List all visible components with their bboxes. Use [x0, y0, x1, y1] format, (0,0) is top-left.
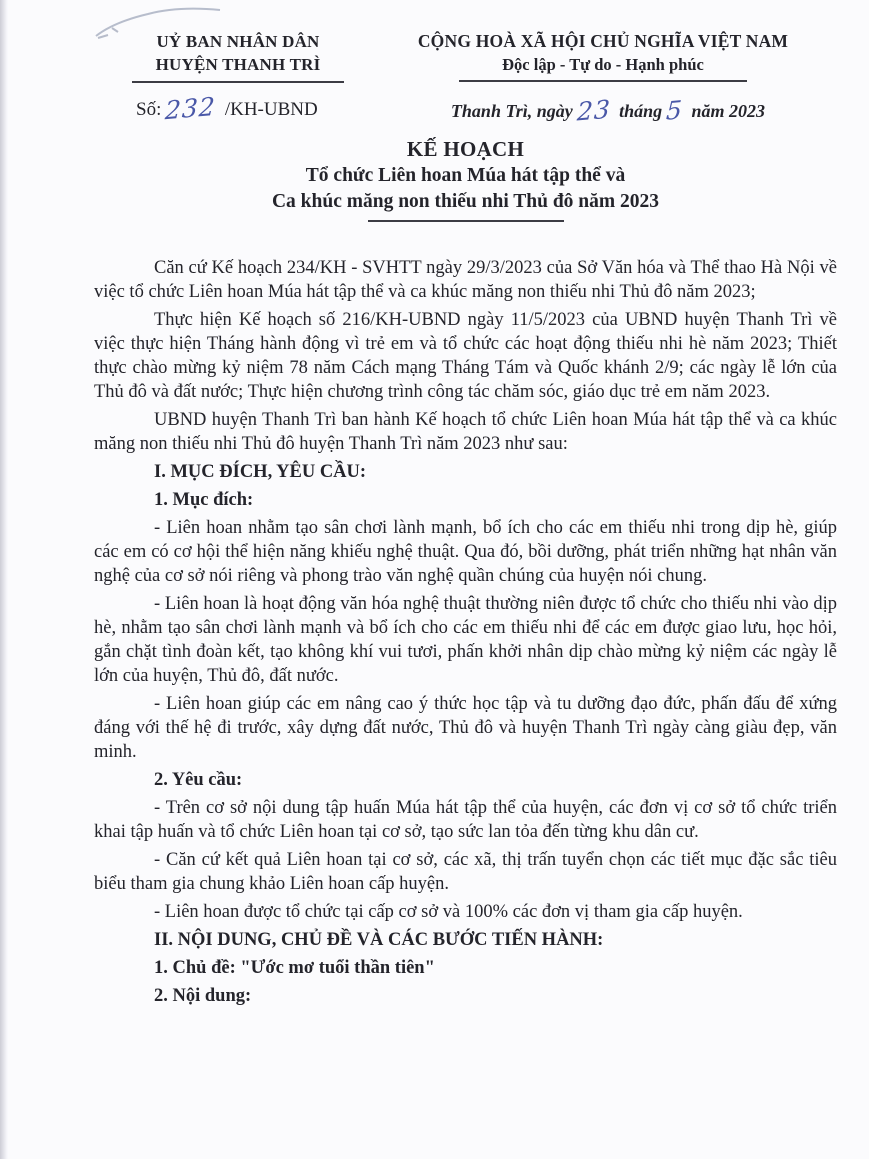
section-heading: 2. Nội dung: — [154, 986, 252, 1006]
date-text-part2: tháng — [619, 101, 663, 121]
document-number-line — [136, 91, 318, 126]
national-motto: Độc lập - Tự do - Hạnh phúc — [502, 55, 704, 74]
paragraph: Căn cứ Kế hoạch 234/KH - SVHTT ngày 29/3/2023 của Sở Văn hóa và Thể thao Hà Nội về việc tổ chức Liên hoan Múa hát tập thể và ca khúc măng non thiếu nhi Thủ đô năm 2023; — [94, 258, 837, 302]
org-name-line2: HUYỆN THANH TRÌ — [155, 55, 321, 74]
paragraph: - Căn cứ kết quả Liên hoan tại cơ sở, các xã, thị trấn tuyển chọn các tiết mục đặc sắc tiêu biểu tham gia chung khảo Liên hoan cấp huyện. — [94, 850, 837, 894]
national-motto-block — [398, 30, 808, 82]
document-title-block — [94, 136, 837, 222]
org-underline — [132, 81, 344, 83]
section-heading: 1. Chủ đề: "Ước mơ tuổi thần tiên" — [154, 958, 435, 978]
document-number-suffix: /KH-UBND — [224, 99, 318, 120]
paragraph: - Liên hoan nhằm tạo sân chơi lành mạnh, bổ ích cho các em thiếu nhi trong dịp hè, giúp các em có cơ hội thể hiện năng khiếu nghệ thuật. Qua đó, bồi dưỡng, phát triển những hạt nhân văn nghệ của cơ sở nói riêng và phong trào văn nghệ quần chúng của huyện nói chung. — [94, 518, 837, 586]
document-body — [94, 256, 837, 1012]
date-day-handwritten: 23 — [576, 94, 612, 127]
scan-edge-shadow — [0, 0, 8, 1159]
paragraph: - Liên hoan được tổ chức tại cấp cơ sở và 100% các đơn vị tham gia cấp huyện. — [154, 902, 743, 922]
document-subtitle-line2: Ca khúc măng non thiếu nhi Thủ đô năm 2023 — [271, 191, 660, 212]
document-number-prefix: Số: — [136, 99, 162, 120]
org-name-line1: UỶ BAN NHÂN DÂN — [156, 32, 320, 51]
paragraph: - Liên hoan giúp các em nâng cao ý thức học tập và tu dưỡng đạo đức, phấn đấu để xứng đáng với thế hệ đi trước, xây dựng đất nước, Thủ đô và huyện Thanh Trì ngày càng giàu đẹp, văn minh. — [94, 694, 837, 762]
document-number-handwritten: 232 — [164, 91, 217, 126]
paragraph: Thực hiện Kế hoạch số 216/KH-UBND ngày 11/5/2023 của UBND huyện Thanh Trì về việc thực hiện Tháng hành động vì trẻ em và tổ chức các hoạt động thiếu nhi hè năm 2023; Thiết thực chào mừng kỷ niệm 78 năm Cách mạng Tháng Tám và Quốc khánh 2/9; các ngày lễ lớn của Thủ đô và đất nước; Thực hiện chương trình công tác chăm sóc, giáo dục trẻ em năm 2023. — [94, 310, 837, 402]
section-heading: 2. Yêu cầu: — [154, 770, 243, 790]
issuing-org-block — [108, 30, 368, 83]
date-text-part3: năm 2023 — [691, 101, 766, 121]
section-heading: 1. Mục đích: — [154, 490, 254, 510]
section-heading: I. MỤC ĐÍCH, YÊU CẦU: — [154, 462, 367, 482]
national-title: CỘNG HOÀ XÃ HỘI CHỦ NGHĨA VIỆT NAM — [417, 31, 789, 51]
paragraph: UBND huyện Thanh Trì ban hành Kế hoạch tổ chức Liên hoan Múa hát tập thể và ca khúc măng non thiếu nhi Thủ đô huyện Thanh Trì năm 2023 như sau: — [94, 410, 837, 454]
document-title: KẾ HOẠCH — [406, 137, 525, 161]
section-heading: II. NỘI DUNG, CHỦ ĐỀ VÀ CÁC BƯỚC TIẾN HÀNH: — [154, 930, 604, 950]
document-subtitle-line1: Tổ chức Liên hoan Múa hát tập thể và — [305, 165, 626, 186]
place-date-line — [408, 94, 808, 127]
date-month-handwritten: 5 — [665, 95, 684, 126]
paragraph: - Liên hoan là hoạt động văn hóa nghệ thuật thường niên được tổ chức cho thiếu nhi vào dịp hè, nhằm tạo sân chơi lành mạnh và bổ ích cho các em thiếu nhi để các em được giao lưu, học hỏi, gắn chặt tình đoàn kết, tạo không khí vui tươi, phấn khởi nhân dịp chào mừng kỷ niệm các ngày lễ lớn của huyện, Thủ đô, đất nước. — [94, 594, 837, 686]
paragraph: - Trên cơ sở nội dung tập huấn Múa hát tập thể của huyện, các đơn vị cơ sở tổ chức triển khai tập huấn và tổ chức Liên hoan tại cơ sở, tạo sức lan tỏa đến từng khu dân cư. — [94, 798, 837, 842]
date-text-part1: Thanh Trì, ngày — [450, 101, 573, 121]
title-underline — [368, 220, 564, 222]
national-underline — [459, 80, 747, 82]
